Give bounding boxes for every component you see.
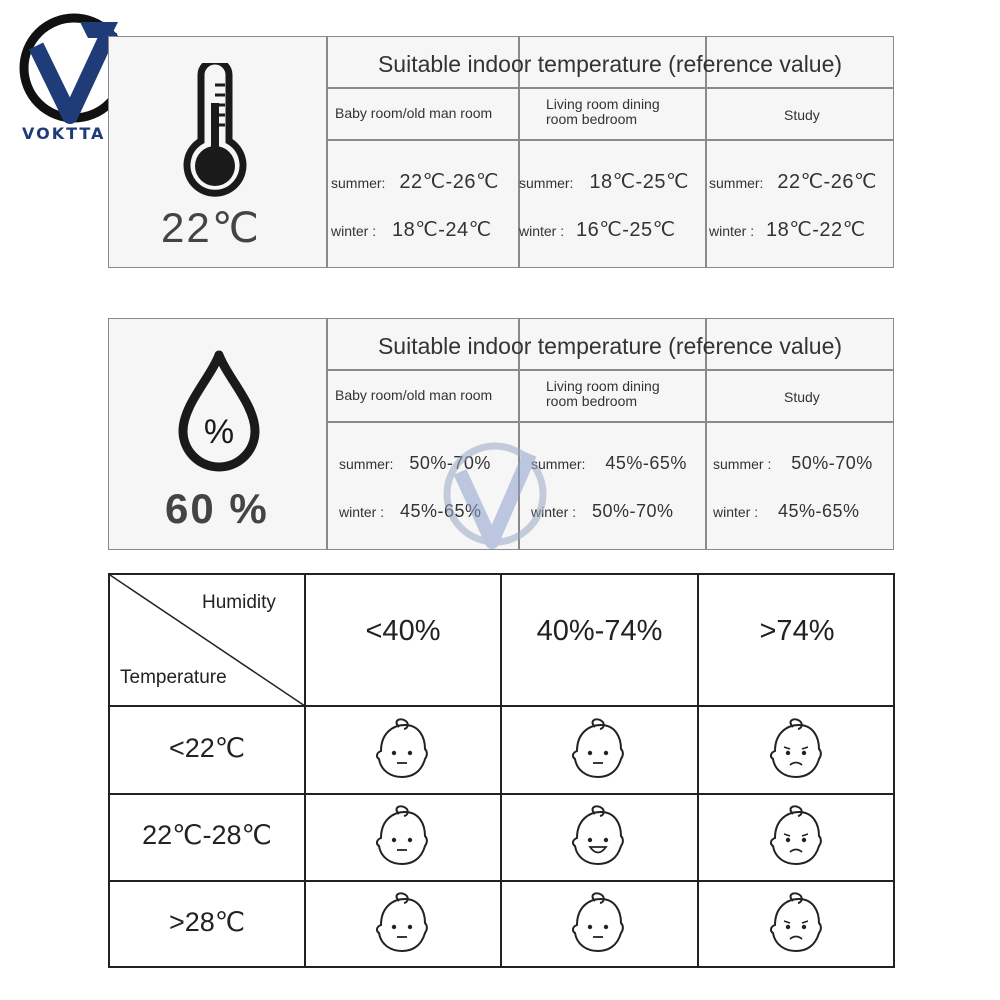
summer-cell [713, 453, 873, 474]
season-label: summer: [709, 175, 764, 191]
summer-value: 45%-65% [605, 453, 687, 473]
summer-value: 18℃-25℃ [589, 171, 689, 193]
season-label: summer: [519, 175, 574, 191]
panel-title: Suitable indoor temperature (reference value) [377, 51, 843, 77]
winter-value: 50%-70% [592, 501, 674, 521]
water-drop-percent-icon [171, 347, 267, 477]
temperature-header: 22℃-28℃ [142, 820, 272, 850]
season-label: winter : [709, 223, 755, 239]
thermometer-icon [179, 63, 251, 198]
humidity-header: >74% [759, 615, 835, 647]
corner-temperature-label: Temperature [120, 667, 227, 688]
baby-face-neutral-icon [373, 804, 431, 866]
watermark-logo [440, 432, 550, 562]
panel-title: Suitable indoor temperature (reference value) [377, 333, 843, 359]
winter-cell [709, 217, 866, 242]
corner-humidity-label: Humidity [202, 592, 276, 613]
summer-value: 22℃-26℃ [399, 171, 499, 193]
column-header-study: Study [784, 107, 820, 123]
temperature-value: 22℃ [161, 204, 261, 251]
winter-value: 16℃-25℃ [576, 219, 676, 241]
season-label: summer : [713, 456, 772, 472]
winter-cell [713, 501, 860, 522]
winter-value: 45%-65% [778, 501, 860, 521]
winter-cell [519, 217, 676, 242]
season-label: winter : [331, 223, 377, 239]
summer-value: 50%-70% [409, 453, 491, 473]
season-label: winter : [531, 504, 577, 520]
winter-value: 45%-65% [400, 501, 482, 521]
winter-value: 18℃-24℃ [392, 219, 492, 241]
humidity-header: <40% [365, 615, 441, 647]
temperature-header: >28℃ [168, 907, 246, 937]
season-label: summer: [331, 175, 386, 191]
baby-face-neutral-icon [373, 891, 431, 953]
winter-cell [331, 217, 492, 242]
season-label: winter : [519, 223, 565, 239]
baby-face-neutral-icon [569, 717, 627, 779]
temperature-header: <22℃ [168, 733, 246, 763]
baby-face-happy-icon [569, 804, 627, 866]
drop-percent-symbol: % [203, 413, 235, 451]
summer-value: 50%-70% [791, 453, 873, 473]
summer-cell [331, 169, 499, 194]
summer-cell [709, 169, 877, 194]
season-label: summer: [339, 456, 394, 472]
baby-face-sad-icon [767, 717, 825, 779]
column-header-baby-room: Baby room/old man room [335, 387, 493, 403]
baby-face-neutral-icon [569, 891, 627, 953]
summer-cell [519, 169, 689, 194]
column-header-living-room: Living room dining room bedroom [546, 96, 660, 127]
summer-value: 22℃-26℃ [777, 171, 877, 193]
baby-face-sad-icon [767, 891, 825, 953]
season-label: winter : [339, 504, 385, 520]
column-header-study: Study [784, 389, 820, 405]
baby-face-neutral-icon [373, 717, 431, 779]
humidity-value: 60 % [165, 485, 269, 532]
winter-cell [531, 501, 674, 522]
baby-face-sad-icon [767, 804, 825, 866]
humidity-header: 40%-74% [536, 615, 663, 647]
summer-cell [531, 453, 687, 474]
temperature-panel [108, 36, 894, 268]
season-label: summer: [531, 456, 586, 472]
winter-value: 18℃-22℃ [766, 219, 866, 241]
column-header-baby-room: Baby room/old man room [335, 105, 493, 121]
comfort-grid [108, 573, 895, 968]
brand-name: VOKTTA [22, 124, 106, 143]
season-label: winter : [713, 504, 759, 520]
column-header-living-room: Living room dining room bedroom [546, 378, 660, 409]
